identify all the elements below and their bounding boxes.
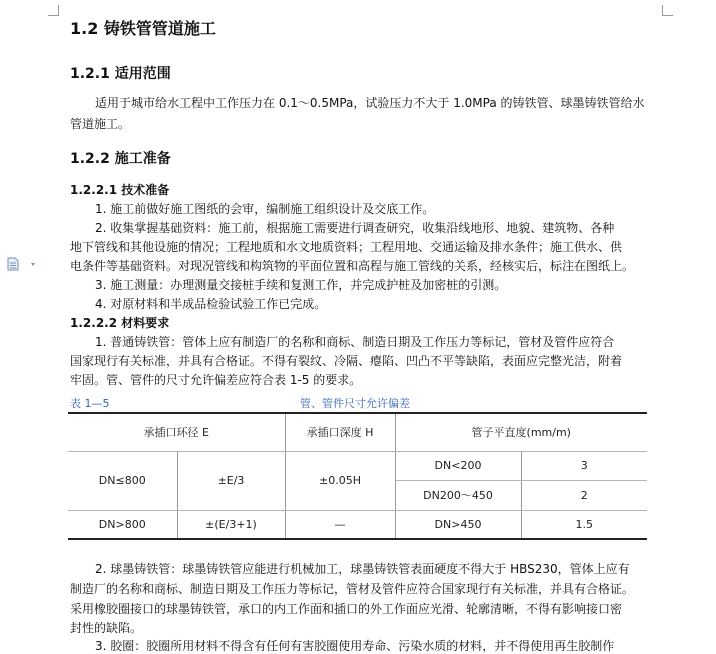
cell-range: DN<200 [395, 451, 521, 480]
ductile-line: 2. 球墨铸铁管：球墨铸铁管应能进行机械加工，球墨铸铁管表面硬度不得大于 HBS230，管体上应有 [95, 562, 630, 576]
header-straightness: 管子平直度(mm/m) [395, 413, 647, 451]
tech-prep-line: 2. 收集掌握基础资料：施工前，根据施工需要进行调查研究，收集沿线地形、地貌、建筑物、各种 [95, 221, 615, 235]
cell-dn: DN>800 [68, 510, 177, 539]
table-header-row [68, 413, 647, 451]
cell-ring: ±(E/3+1) [177, 510, 285, 539]
materials-title: 1.2.2.2 材料要求 [70, 316, 170, 330]
header-socket-depth: 承插口深度 H [285, 413, 395, 451]
materials-line: 1. 普通铸铁管：管体上应有制造厂的名称和商标、制造日期及工作压力等标记，管材及管件应符合 [95, 335, 615, 349]
document-icon[interactable] [6, 256, 36, 270]
cell-value: 2 [521, 480, 647, 510]
tolerance-table [68, 412, 647, 540]
page-corner-mark [662, 5, 673, 16]
scope-text-line: 管道施工。 [70, 117, 131, 131]
tech-prep-title: 1.2.2.1 技术准备 [70, 183, 170, 197]
header-ring-diameter: 承插口环径 E [68, 413, 285, 451]
tech-prep-line: 地下管线和其他设施的情况；工程地质和水文地质资料；工程用地、交通运输及排水条件；施工供水、供 [70, 240, 623, 254]
ductile-line: 封性的缺陷。 [70, 621, 143, 635]
scope-text-line: 适用于城市给水工程中工作压力在 0.1～0.5MPa，试验压力不大于 1.0MPa 的铸铁管、球墨铸铁管给水 [95, 96, 645, 110]
cell-value: 1.5 [521, 510, 647, 539]
page-corner-mark [48, 5, 59, 16]
table-row [68, 510, 647, 539]
ductile-line: 制造厂的名称和商标、制造日期及工作压力等标记，管材及管件应符合国家现行有关标准，并具有合格证。 [70, 582, 635, 596]
tech-prep-line: 1. 施工前做好施工图纸的会审，编制施工组织设计及交底工作。 [95, 202, 435, 216]
scope-title: 1.2.1 适用范围 [70, 66, 171, 82]
cell-range: DN>450 [395, 510, 521, 539]
table-label: 表 1—5 [70, 397, 110, 410]
ductile-line: 3. 胶圈：胶圈所用材料不得含有任何有害胶圈使用寿命、污染水质的材料，并不得使用再生胶制作 [95, 639, 615, 653]
cell-ring: ±E/3 [177, 451, 285, 510]
cell-value: 3 [521, 451, 647, 480]
tech-prep-line: 4. 对原材料和半成品检验试验工作已完成。 [95, 297, 327, 311]
table-caption: 管、管件尺寸允许偏差 [300, 397, 410, 410]
cell-range: DN200～450 [395, 480, 521, 510]
tech-prep-line: 电条件等基础资料。对现况管线和构筑物的平面位置和高程与施工管线的关系，经核实后，标注在图纸上。 [70, 259, 635, 273]
table-row [68, 451, 647, 480]
section-heading: 1.2 铸铁管管道施工 [70, 19, 216, 38]
prep-title: 1.2.2 施工准备 [70, 151, 171, 167]
ductile-line: 采用橡胶圈接口的球墨铸铁管，承口的内工作面和插口的外工作面应光滑、轮廓清晰，不得有影响接口密 [70, 602, 623, 616]
cell-depth: — [285, 510, 395, 539]
materials-line: 国家现行有关标准，并具有合格证。不得有裂纹、冷隔、瘪陷、凹凸不平等缺陷，表面应完整光洁，附着 [70, 354, 623, 368]
cell-depth: ±0.05H [285, 451, 395, 510]
tech-prep-line: 3. 施工测量：办理测量交接桩手续和复测工作，并完成护桩及加密桩的引测。 [95, 278, 507, 292]
cell-dn: DN≤800 [68, 451, 177, 510]
materials-line: 牢固。管、管件的尺寸允许偏差应符合表 1-5 的要求。 [70, 373, 362, 387]
